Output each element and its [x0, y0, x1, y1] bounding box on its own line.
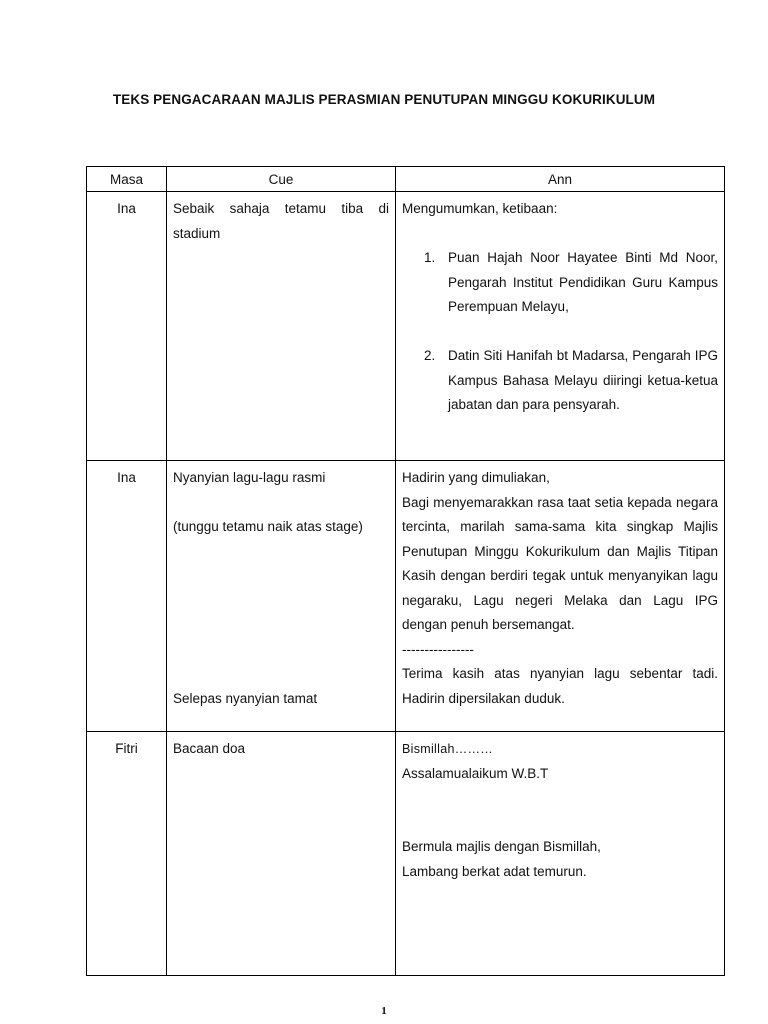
table-header-row	[87, 167, 725, 192]
table-row	[87, 732, 725, 976]
ann-text: Terima kasih atas nyanyian lagu sebentar tadi. Hadirin dipersilakan duduk.	[402, 666, 718, 706]
ann-text: Bismillah………	[402, 742, 494, 756]
ann-text: Hadirin yang dimuliakan,	[402, 470, 550, 485]
masa-cell: Fitri	[87, 732, 167, 976]
cue-text: Selepas nyanyian tamat	[173, 690, 318, 706]
ann-text: Bagi menyemarakkan rasa taat setia kepada negara tercinta, marilah sama-sama kita singkap Majlis Penutupan Minggu Kokurikulum dan Majlis Titipan Kasih dengan berdiri tegak untuk menyanyikan lagu negaraku, Lagu negeri Melaka dan Lagu IPG dengan penuh bersemangat.	[402, 494, 718, 632]
ann-cell	[396, 461, 725, 732]
cue-text: Sebaik sahaja tetamu tiba di	[173, 201, 389, 216]
cue-cell	[167, 461, 396, 732]
table-row	[87, 192, 725, 461]
program-script-table	[86, 166, 725, 976]
header-masa: Masa	[87, 167, 167, 192]
guest-list	[402, 246, 718, 418]
ann-text: Lambang berkat adat temurun.	[402, 863, 587, 879]
list-text: Puan Hajah Noor Hayatee Binti Md Noor, Pengarah Institut Pendidikan Guru Kampus Perempuan Melayu,	[448, 250, 718, 314]
cue-cell	[167, 732, 396, 976]
ann-text: Assalamualaikum W.B.T	[402, 765, 549, 781]
cue-text: stadium	[173, 225, 221, 241]
page-number: 1	[381, 1005, 387, 1017]
list-item	[402, 246, 718, 320]
cue-text: Nyanyian lagu-lagu rasmi	[173, 470, 326, 485]
cue-text: Bacaan doa	[173, 741, 246, 756]
table-row	[87, 461, 725, 732]
document-title: TEKS PENGACARAAN MAJLIS PERASMIAN PENUTUPAN MINGGU KOKURIKULUM	[112, 92, 656, 107]
ann-cell	[396, 732, 725, 976]
header-cue: Cue	[167, 167, 396, 192]
header-ann: Ann	[396, 167, 725, 192]
list-number: 2.	[424, 348, 436, 363]
ann-divider: ----------------	[402, 641, 474, 657]
list-item	[402, 344, 718, 418]
cue-text: (tunggu tetamu naik atas stage)	[173, 519, 363, 534]
ann-cell	[396, 192, 725, 461]
masa-cell: Ina	[87, 192, 167, 461]
list-text: Datin Siti Hanifah bt Madarsa, Pengarah IPG Kampus Bahasa Melayu diiringi ketua-ketua jabatan dan para pensyarah.	[448, 348, 718, 412]
cue-cell	[167, 192, 396, 461]
ann-intro: Mengumumkan, ketibaan:	[402, 201, 558, 216]
list-number: 1.	[424, 250, 436, 265]
masa-cell: Ina	[87, 461, 167, 732]
ann-text: Bermula majlis dengan Bismillah,	[402, 839, 601, 854]
